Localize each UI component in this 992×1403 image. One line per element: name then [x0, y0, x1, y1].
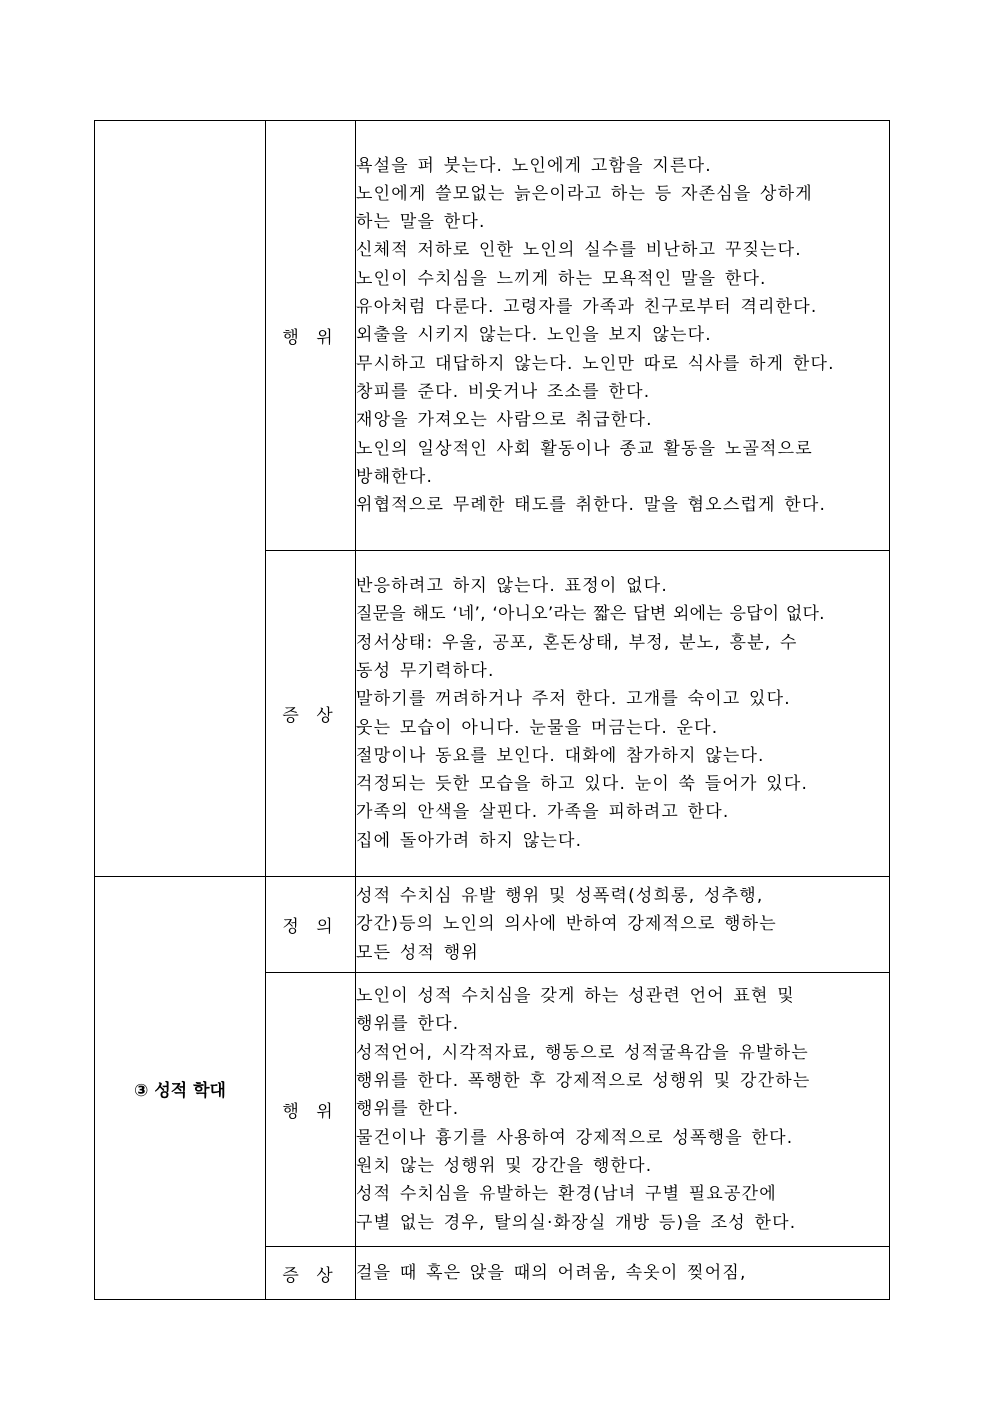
text-line: 말하기를 꺼려하거나 주저 한다. 고개를 숙이고 있다. [356, 689, 791, 710]
text-line: 무시하고 대답하지 않는다. 노인만 따로 식사를 하게 한다. [356, 353, 835, 374]
text-line: 가족의 안색을 살핀다. 가족을 피하려고 한다. [356, 802, 730, 823]
text-line: 웃는 모습이 아니다. 눈물을 머금는다. 운다. [356, 717, 719, 738]
text-line: 행위를 한다. [356, 1099, 460, 1120]
text-line: 동성 무기력하다. [356, 660, 495, 681]
text-line: 창피를 준다. 비웃거나 조소를 한다. [356, 381, 651, 402]
text-line: 걸을 때 혹은 앉을 때의 어려움, 속옷이 찢어짐, [356, 1262, 747, 1283]
definition-text-cell [356, 877, 890, 973]
behavior-label: 행 위 [266, 973, 356, 1247]
text-line: 외출을 시키지 않는다. 노인을 보지 않는다. [356, 325, 712, 346]
text-line: 재앙을 가져오는 사람으로 취급한다. [356, 410, 653, 431]
text-line: 노인의 일상적인 사회 활동이나 종교 활동을 노골적으로 [356, 438, 813, 459]
table-row [95, 121, 890, 551]
symptom-text-cell [356, 551, 890, 877]
symptom-text-cell [356, 1247, 890, 1300]
text-line: 행위를 한다. 폭행한 후 강제적으로 성행위 및 강간하는 [356, 1071, 811, 1092]
text-line: 질문을 해도 ‘네’, ‘아니오’라는 짧은 답변 외에는 응답이 없다. [356, 604, 825, 625]
text-line: 욕설을 퍼 붓는다. 노인에게 고함을 지른다. [356, 155, 712, 176]
symptom-label: 증 상 [266, 1247, 356, 1300]
text-line: 원치 않는 성행위 및 강간을 행한다. [356, 1155, 653, 1176]
text-line: 물건이나 흉기를 사용하여 강제적으로 성폭행을 한다. [356, 1127, 794, 1148]
text-line: 구별 없는 경우, 탈의실·화장실 개방 등)을 조성 한다. [356, 1212, 797, 1233]
text-line: 하는 말을 한다. [356, 212, 486, 233]
text-line: 집에 돌아가려 하지 않는다. [356, 830, 583, 851]
text-line: 노인이 수치심을 느끼게 하는 모욕적인 말을 한다. [356, 268, 767, 289]
text-line: 성적 수치심을 유발하는 환경(남녀 구별 필요공간에 [356, 1184, 777, 1205]
text-line: 위협적으로 무례한 태도를 취한다. 말을 혐오스럽게 한다. [356, 495, 827, 516]
text-line: 성적언어, 시각적자료, 행동으로 성적굴욕감을 유발하는 [356, 1042, 809, 1063]
category-cell: ③ 성적 학대 [95, 877, 266, 1300]
text-line: 유아처럼 다룬다. 고령자를 가족과 친구로부터 격리한다. [356, 297, 818, 318]
text-line: 모든 성적 행위 [356, 942, 479, 963]
text-line: 걱정되는 듯한 모습을 하고 있다. 눈이 쑥 들어가 있다. [356, 774, 809, 795]
behavior-label: 행 위 [266, 121, 356, 551]
text-line: 노인에게 쓸모없는 늙은이라고 하는 등 자존심을 상하게 [356, 183, 813, 204]
behavior-text-cell [356, 973, 890, 1247]
abuse-type-table [94, 120, 890, 1300]
category-cell [95, 121, 266, 877]
text-line: 행위를 한다. [356, 1014, 460, 1035]
table-row [95, 877, 890, 973]
text-line: 반응하려고 하지 않는다. 표정이 없다. [356, 576, 668, 597]
text-line: 정서상태: 우울, 공포, 혼돈상태, 부정, 분노, 흥분, 수 [356, 632, 798, 653]
text-line: 방해한다. [356, 466, 434, 487]
text-line: 성적 수치심 유발 행위 및 성폭력(성희롱, 성추행, [356, 886, 764, 907]
behavior-text-cell [356, 121, 890, 551]
text-line: 노인이 성적 수치심을 갖게 하는 성관련 언어 표현 및 [356, 986, 795, 1007]
symptom-label: 증 상 [266, 551, 356, 877]
text-line: 신체적 저하로 인한 노인의 실수를 비난하고 꾸짖는다. [356, 240, 802, 261]
definition-label: 정 의 [266, 877, 356, 973]
text-line: 강간)등의 노인의 의사에 반하여 강제적으로 행하는 [356, 914, 777, 935]
text-line: 절망이나 동요를 보인다. 대화에 참가하지 않는다. [356, 745, 765, 766]
